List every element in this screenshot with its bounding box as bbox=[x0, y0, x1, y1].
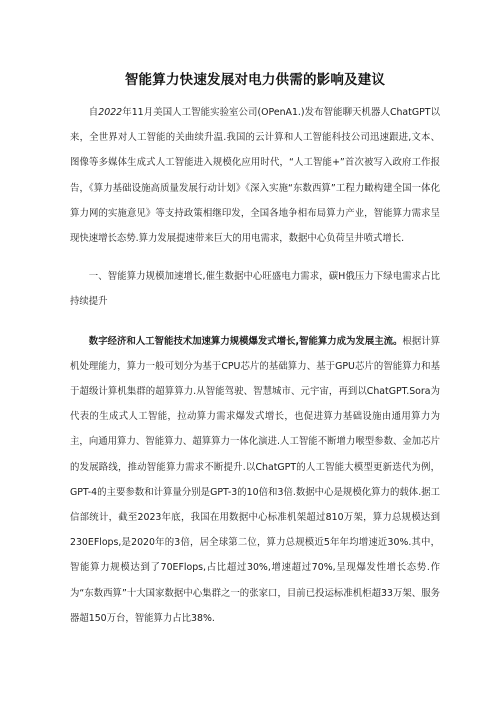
intro-text: 年11月美国人工智能实验室公司(OPenA1.)发布智能聊天机器人ChatGPT以来，全世界对人工智能的关曲续升温.我国的云计算和人工智能科技公司迅速跟进,文本、图像等多媒体生成式人工智能进入规模化应用时代，“人工智能+”首次被写入政府工作报告，《算力基础设施高质量发展行动计划》《深入实施“东数西算”工程力瞰构建全国一体化算力网的实施意见》等支持政策相继印发，全国各地争相布局算力产业，智能算力需求呈现快速增长态势.算力发展提速带来巨大的用电需求，数据中心负荷呈井喷式增长. bbox=[70, 107, 440, 245]
section-body-text: 根据计算机处理能力，算力一般可划分为基于CPU芯片的基础算力、基于GPU芯片的智能算力和基于超级计算机集群的超算算力.从智能驾驶、智慧城市、元宇宙，再到以ChatGPT.Sora为代表的生成式人工智能，拉动算力需求爆发式增长，也促进算力基础设施由通用算力为主，向通用算力、智能算力、超算算力一体化演进.人工智能不断增力喉型参数、金加芯片的发展路线，推动智能算力需求不断提升.以ChatGPT的人工智能大模型更新迭代为例，GPT-4的主要参数和计算量分别是GPT-3的10倍和3倍.数据中心是规模化算力的载体.据工信部统计，截至2023年底，我国在用数据中心标准机架超过810万架，算力总规模达到230EFlops,是2020年的3倍，居全球第二位，算力总规模近5年年均增速近30%.其中，智能算力规模达到了70EFlops,占比超过30%,增速超过70%,呈现爆发性增长态势.作为“东数西算”十大国家数据中心集群之一的张家口，目前已投运标准机柜超33万架、服务器超150万台，智能算力占比38%. bbox=[70, 335, 440, 624]
intro-paragraph bbox=[70, 100, 440, 251]
intro-year: 2022 bbox=[98, 107, 123, 118]
section-body-paragraph bbox=[70, 329, 440, 631]
document-title: 智能算力快速发展对电力供需的影响及建议 bbox=[124, 72, 386, 88]
section-heading: 一、智能算力规模加速增长,催生数据中心旺盛电力需求，碳H俄压力下绿电需求占比持续提升 bbox=[70, 271, 440, 308]
intro-prefix: 自 bbox=[88, 107, 99, 118]
section-body-lead: 数字经济和人工智能技术加速算力规模爆发式增长,智能算力成为发展主流。 bbox=[88, 335, 403, 347]
